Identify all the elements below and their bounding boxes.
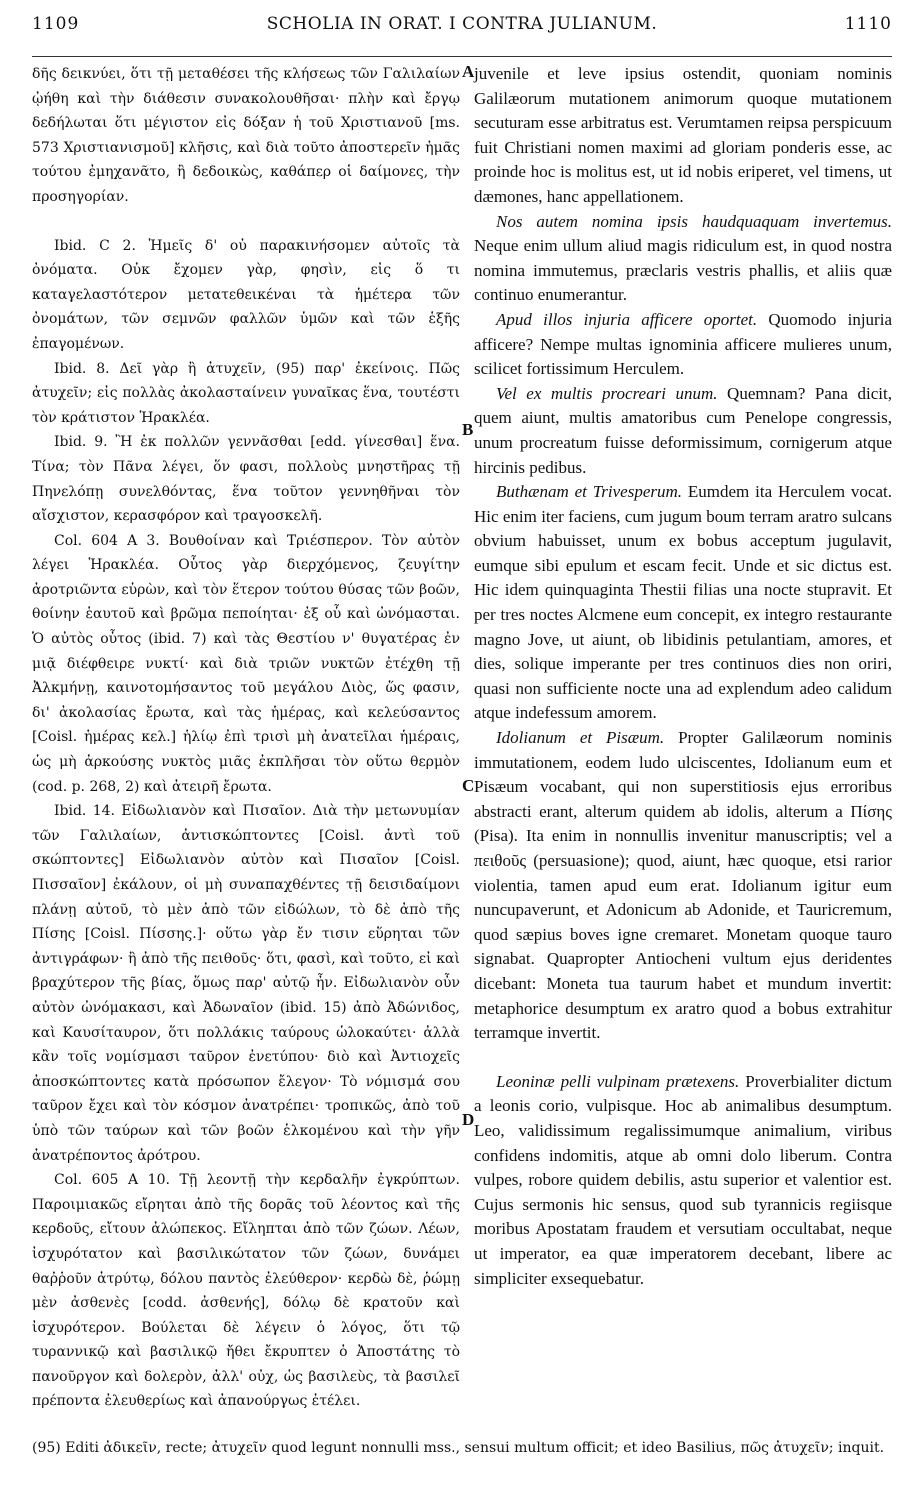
- header-rule: [32, 56, 892, 57]
- lemma: Buthænam et Trivesperum.: [496, 482, 683, 502]
- margin-marker-c: C: [462, 776, 475, 795]
- greek-paragraph: Ibid. C 2. Ἡμεῖς δ' οὐ παρακινήσομεν αὐτοῖς τὰ ὀνόματα. Οὐκ ἔχομεν γὰρ, φησὶν, εἰς ὅ τι καταγελαστότερον μετατεθεικέναι τὰ ἡμέτερα τῶν ὀνομάτων, τῶν σεμνῶν φαλλῶν ὑμῶν καὶ τῶν ἑξῆς ἐπαγομένων.: [32, 237, 460, 352]
- margin-marker-d: D: [462, 1110, 475, 1129]
- lemma: Apud illos injuria afficere oportet.: [496, 309, 758, 329]
- page-number-left: 1109: [32, 14, 80, 34]
- greek-paragraph: Ibid. 9. Ἢ ἐκ πολλῶν γεννᾶσθαι [edd. γίνεσθαι] ἕνα. Τίνα; τὸν Πᾶνα λέγει, ὅν φασι, πολλοὺς μνηστῆρας τῇ Πηνελόπῃ συνελθόντας, ἕνα τοῦτον γεννηθῆναι τὸν αἴσχιστον, κερασφόρον καὶ τραγοσκελῆ.: [32, 434, 460, 525]
- latin-paragraph: Nos autem nomina ipsis haudquaquam invertemus. Neque enim ullum aliud magis ridiculum est, in quod nostra nomina immutemus, præclaris vestris phallis, et aliis quæ continuo enumerantur.: [474, 211, 892, 305]
- latin-paragraph: juvenile et leve ipsius ostendit, quoniam nominis Galilæorum mutationem animorum quoque mutationem secuturam esse arbitratus est. Verumtamen reipsa perspicuum fuit Christiani nomen maximi ad gloriam ponderis esse, ac proinde hoc is molitus est, ut id nobis eriperet, vel timens, ut dæmones, hanc appellationem.: [474, 64, 892, 206]
- lemma: Vel ex multis procreari unum.: [496, 383, 718, 403]
- greek-paragraph: Ibid. 14. Εἰδωλιανὸν καὶ Πισαῖον. Διὰ τὴν μετωνυμίαν τῶν Γαλιλαίων, ἀντισκώπτοντες [Coisl. ἀντὶ τοῦ σκώπτοντες] Εἰδωλιανὸν αὐτὸν καὶ Πισαῖον [Coisl. Πισσαῖον] ἐκάλουν, οἱ μὴ συναπαχθέντες τῇ δεισιδαίμονι πλάνῃ αὐτοῦ, τὸ μὲν ἀπὸ τῶν εἰδώλων, τὸ δὲ ἀπὸ τῆς Πίσης [Coisl. Πίσσης.]· οὕτω γὰρ ἔν τισιν εὕρηται τῶν ἀντιγράφων· ἢ ἀπὸ τῆς πειθοῦς· ὅτι, φασὶ, καὶ τοῦτο, εἰ καὶ βραχύτερον τῆς βίας, ὅμως παρ' αὐτῷ ἦν. Εἰδωλιανὸν οὖν αὐτὸν ὠνόμακασι, καὶ Ἀδωναῖον (ibid. 15) ἀπὸ Ἀδώνιδος, καὶ Καυσίταυρον, ὅτι πολλάκις ταύρους ὡλοκαύτει· ἀλλὰ κἂν τοῖς νομίσμασι ταῦρον ἐνετύπου· διὸ καὶ Ἀντιοχεῖς ἀποσκώπτοντες κατὰ πρόσωπον ἔλεγον· Τὸ νόμισμά σου ταῦρον ἔχει καὶ τὸν κόσμον ἀνατρέπει· τροπικῶς, ἀπὸ τοῦ ὑπὸ τῶν ταύρων καὶ τῶν βοῶν ἑλκομένου καὶ τὴν γῆν ἀνατρέποντος ἀρότρου.: [32, 803, 460, 1164]
- greek-paragraph: Ibid. 8. Δεῖ γὰρ ἢ ἀτυχεῖν, (95) παρ' ἐκείνοις. Πῶς ἀτυχεῖν; εἰς πολλὰς ἀκολασταίνειν γυναῖκας ἕνα, τουτέστι τὸν κράτιστον Ἡρακλέα.: [32, 360, 460, 426]
- greek-paragraph: Col. 605 A 10. Τῇ λεοντῇ τὴν κερδαλῆν ἐγκρύπτων. Παροιμιακῶς εἴρηται ἀπὸ τῆς δορᾶς τοῦ λέοντος καὶ τῆς κερδοῦς, εἴτουν ἀλώπεκος. Εἴληπται ἀπὸ τῶν ζώων. Λέων, ἰσχυρότατον καὶ βασιλικώτατον τῶν ζώων, δυνάμει θαῤῥοῦν ἀτρύτῳ, δόλου παντὸς ἐλεύθερον· κερδὼ δὲ, ῥώμῃ μὲν ἀσθενὲς [codd. ἀσθενής], δόλῳ δὲ κρατοῦν καὶ ἰσχυρότερον. Βούλεται δὲ λέγειν ὁ λόγος, ὅτι τῷ τυραννικῷ καὶ βασιλικῷ ἤθει ἔκρυπτεν ὁ Ἀποστάτης τὸ πανοῦργον καὶ δολερὸν, ἀλλ' οὐχ, ὡς βασιλεὺς, τὰ βασιλεῖ πρέποντα ἐλευθερίως καὶ ἀπανούργως ἐτέλει.: [32, 1172, 460, 1410]
- page-number-right: 1110: [844, 14, 892, 34]
- running-title: SCHOLIA IN ORAT. I CONTRA JULIANUM.: [266, 14, 658, 34]
- lemma: Nos autem nomina ipsis haudquaquam invertemus.: [496, 211, 892, 231]
- margin-marker-a: A: [462, 62, 475, 81]
- latin-paragraph: Apud illos injuria afficere oportet. Quomodo injuria afficere? Nempe multas ignominia afficere mulieres unum, scilicet fortissimum Herculem.: [474, 309, 892, 379]
- latin-paragraph: Vel ex multis procreari unum. Quemnam? Pana dicit, quem aiunt, multis amatoribus cum Penelope congressis, unum procreatum fuisse deformissimum, cornigerum atque hircinis pedibus.: [474, 383, 892, 477]
- latin-paragraph: Idolianum et Pisæum. Propter Galilæorum nominis immutationem, eodem ludo ulciscentes, Idolianum eum et Pisæum vocabant, qui non superstitiosis ejus erroribus abstracti erant, alterum quidem ab idolis, alterum a Πίσης (Pisa). Ita enim in nonnullis invenitur manuscriptis; vel a πειθοῦς (persuasione); quod, aiunt, hæc quoque, etsi rarior violentia, tamen apud eum erat. Idolianum igitur eum nuncupaverunt, et Adonicum ab Adonide, et Tauricremum, quod sæpius boves igne cremaret. Monetam quoque tauro signabat. Quapropter Antiocheni vultum ejus deridentes dicebant: Moneta tua taurum habet et mundum invertit: metaphorice desumptum ex aratro quod a bobus extrahitur terramque invertit.: [474, 728, 892, 1043]
- lemma: Leoninæ pelli vulpinam prætexens.: [496, 1071, 740, 1091]
- margin-marker-b: B: [462, 420, 474, 439]
- latin-column: [474, 62, 892, 1291]
- latin-paragraph: Buthænam et Trivesperum. Eumdem ita Herculem vocat. Hic enim iter faciens, cum jugum boum terram aratro sulcans obvium habuisset, unum ex bobus acceptum jugulavit, eumque sibi epulum et escam fecit. Unde et sic dictus est. Hic idem quinquaginta Thestii filias una nocte stupravit. Et per tres noctes Alcmene eum concepit, ex integro restaurante magno Jove, ut aiunt, ob libidinis petulantiam, amores, et dies, solique imperante per tres continuos dies non oriri, quasi non sufficiente nocte una ad explendum adeo calidum atque indefessum amorem.: [474, 482, 892, 723]
- footnote: (95) Editi ἀδικεῖν, recte; ἀτυχεῖν quod legunt nonnulli mss., sensui multum officit; et ideo Basilius, πῶς ἀτυχεῖν; inquit.: [32, 1440, 885, 1456]
- page-header: [32, 14, 892, 54]
- greek-paragraph: δῆς δεικνύει, ὅτι τῇ μεταθέσει τῆς κλήσεως τῶν Γαλιλαίων ᾠήθη καὶ τὴν διάθεσιν συνακολουθῆσαι· πλὴν καὶ ἔργῳ δεδήλωται ὅτι μέγιστον εἰς δόξαν ἡ τοῦ Χριστιανοῦ [ms. 573 Χριστιανισμοῦ] κλῆσις, καὶ διὰ τοῦτο ἀποστερεῖν ἡμᾶς τούτου ἐμηχανᾶτο, ἢ δεδοικὼς, καθάπερ οἱ δαίμονες, τὴν προσηγορίαν.: [32, 66, 460, 205]
- greek-paragraph: Col. 604 A 3. Βουθοίναν καὶ Τριέσπερον. Τὸν αὐτὸν λέγει Ἡρακλέα. Οὗτος γὰρ διερχόμενος, ζευγίτην ἀροτριῶντα εὑρὼν, καὶ τὸν ἕτερον τούτου θύσας τῶν βοῶν, θοίνην ἑαυτοῦ καὶ βρῶμα πεποίηται· ἐξ οὗ καὶ ὠνόμασται. Ὁ αὐτὸς οὗτος (ibid. 7) καὶ τὰς Θεστίου ν' θυγατέρας ἐν μιᾷ διέφθειρε νυκτί· καὶ διὰ τριῶν νυκτῶν ἐτέχθη τῇ Ἀλκμήνῃ, καινοτομήσαντος τοῦ μεγάλου Διὸς, ὥς φασιν, δι' ἀκολασίας ἔρωτα, καὶ τὰς ἡμέρας, καὶ κελεύσαντος [Coisl. ἡμέρας κελ.] ἡλίῳ ἐπὶ τρισὶ μὴ ἀνατεῖλαι ἡμέραις, ὡς μὴ ἀρκούσης νυκτὸς μιᾶς ἐκπλῆσαι τὸν οὕτω θερμὸν (cod. p. 268, 2) καὶ ἀτειρῆ ἔρωτα.: [32, 532, 460, 795]
- latin-paragraph: Leoninæ pelli vulpinam prætexens. Proverbialiter dictum a leonis corio, vulpisque. Hoc ab animalibus desumptum. Leo, validissimum regalissimumque animalium, viribus confidens indomitis, atque ab omni dolo liberum. Contra vulpes, robore quidem debilis, astu superior et valentior est. Cujus sermonis hic sensus, quod sub tyrannicis regiisque moribus Apostatam fraudem et versutiam occultabat, neque ut imperator, ea quæ imperatorem decebant, libere ac simpliciter exsequebatur.: [474, 1071, 892, 1288]
- lemma: Idolianum et Pisæum.: [496, 728, 665, 748]
- greek-column: [32, 62, 460, 1414]
